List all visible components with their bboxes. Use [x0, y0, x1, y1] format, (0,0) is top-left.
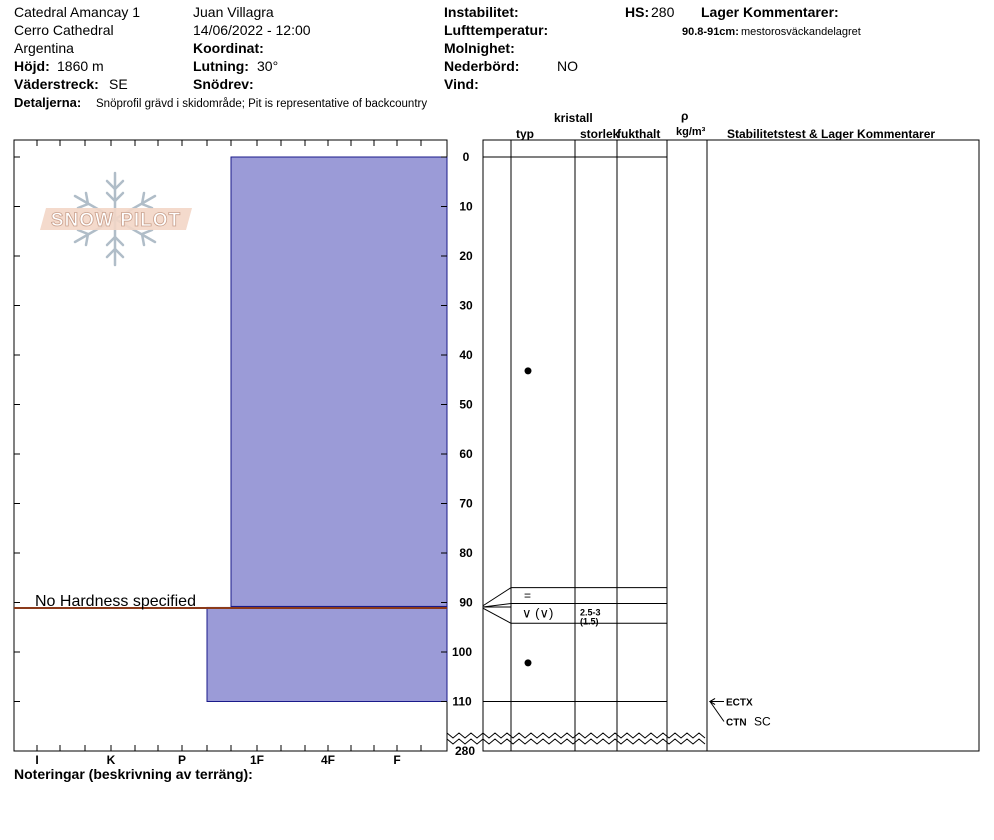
aspect-value: SE: [109, 76, 128, 92]
snowpilot-logo: [40, 173, 192, 265]
stability-header: Stabilitetstest & Lager Kommentarer: [727, 127, 936, 141]
layer-connector-line: [483, 588, 511, 606]
depth-tick-label: 60: [459, 447, 473, 461]
hs-label: HS:: [625, 4, 650, 20]
crystal-header: kristall: [554, 111, 593, 125]
depth-break-zigzag-top: [447, 733, 705, 738]
depth-tick-label: 80: [459, 546, 473, 560]
slope-label: Lutning:: [193, 58, 249, 74]
no-hardness-label: No Hardness specified: [35, 593, 196, 610]
grain-type-symbol: =: [524, 588, 532, 603]
details-label: Detaljerna:: [14, 95, 82, 110]
layer-connector-line: [483, 603, 511, 606]
hardness-tick-label: I: [35, 753, 39, 767]
density-symbol: ρ: [681, 109, 689, 123]
moisture-header: fukthalt: [617, 127, 661, 141]
grain-dot-marker: [525, 367, 532, 374]
depth-bottom-label: 280: [455, 744, 476, 758]
depth-tick-label: 70: [459, 496, 473, 511]
precip-value: NO: [557, 58, 578, 74]
depth-break-zigzag-bottom: [447, 739, 705, 744]
logo-text: SNOW PILOT: [50, 210, 182, 231]
layer-comment-depth: 90.8-91cm:: [682, 26, 739, 38]
depth-tick-label: 30: [459, 298, 473, 313]
cloud-label: Molnighet:: [444, 40, 515, 56]
hs-value: 280: [651, 4, 675, 20]
depth-tick-label: 90: [459, 595, 473, 610]
depth-tick-label: 100: [451, 645, 473, 659]
stability-test-note: SC: [754, 714, 771, 729]
stability-test-code: CTN: [726, 717, 747, 729]
hardness-tick-label: K: [106, 753, 116, 767]
hardness-layer-bar: [207, 607, 447, 701]
layer-comment-text: mestorosväckandelagret: [741, 26, 861, 38]
hardness-tick-label: F: [393, 753, 401, 767]
datetime: 14/06/2022 - 12:00: [193, 22, 311, 38]
depth-tick-label: 0: [462, 150, 470, 164]
aspect-label: Väderstreck:: [14, 76, 99, 92]
depth-tick-label: 20: [459, 249, 473, 263]
density-unit: kg/m³: [676, 126, 706, 138]
layer-connector-line: [483, 608, 511, 623]
country: Argentina: [14, 40, 74, 56]
hardness-tick-label: 4F: [320, 753, 336, 767]
depth-tick-label: 110: [452, 694, 472, 709]
grain-dot-marker: [525, 659, 532, 666]
wind-label: Vind:: [444, 76, 479, 92]
elevation-label: Höjd:: [14, 58, 50, 74]
location-name: Catedral Amancay 1: [14, 4, 141, 20]
size-header: storlek: [580, 127, 620, 141]
observer: Juan Villagra: [193, 4, 274, 20]
depth-tick-label: 40: [459, 348, 473, 362]
depth-tick-label: 50: [459, 397, 473, 412]
precip-label: Nederbörd:: [444, 58, 520, 74]
layer-comments-label: Lager Kommentarer:: [701, 4, 839, 20]
stability-test-pointer: [710, 702, 724, 722]
depth-tick-label: 10: [459, 199, 473, 214]
slope-value: 30°: [257, 58, 279, 74]
grain-type-symbol: ∨ (∨): [522, 605, 554, 621]
hardness-layer-bar: [231, 157, 447, 606]
grain-table-frame: [483, 140, 979, 751]
hardness-tick-label: 1F: [249, 753, 265, 767]
coordinate-label: Koordinat:: [193, 40, 264, 56]
notes-label: Noteringar (beskrivning av terräng):: [14, 766, 253, 782]
instability-label: Instabilitet:: [444, 4, 519, 20]
drift-label: Snödrev:: [193, 76, 254, 92]
grain-size-sub-value: (1.5): [580, 616, 599, 627]
elevation-value: 1860 m: [57, 58, 104, 74]
air-temp-label: Lufttemperatur:: [444, 22, 549, 38]
details-value: Snöprofil grävd i skidområde; Pit is representative of backcountry: [96, 98, 428, 110]
hardness-tick-label: P: [177, 753, 187, 767]
type-header: typ: [516, 127, 534, 141]
grain-size-value: 2.5-3: [580, 607, 601, 618]
stability-test-code: ECTX: [726, 697, 753, 709]
area-name: Cerro Cathedral: [14, 22, 114, 38]
